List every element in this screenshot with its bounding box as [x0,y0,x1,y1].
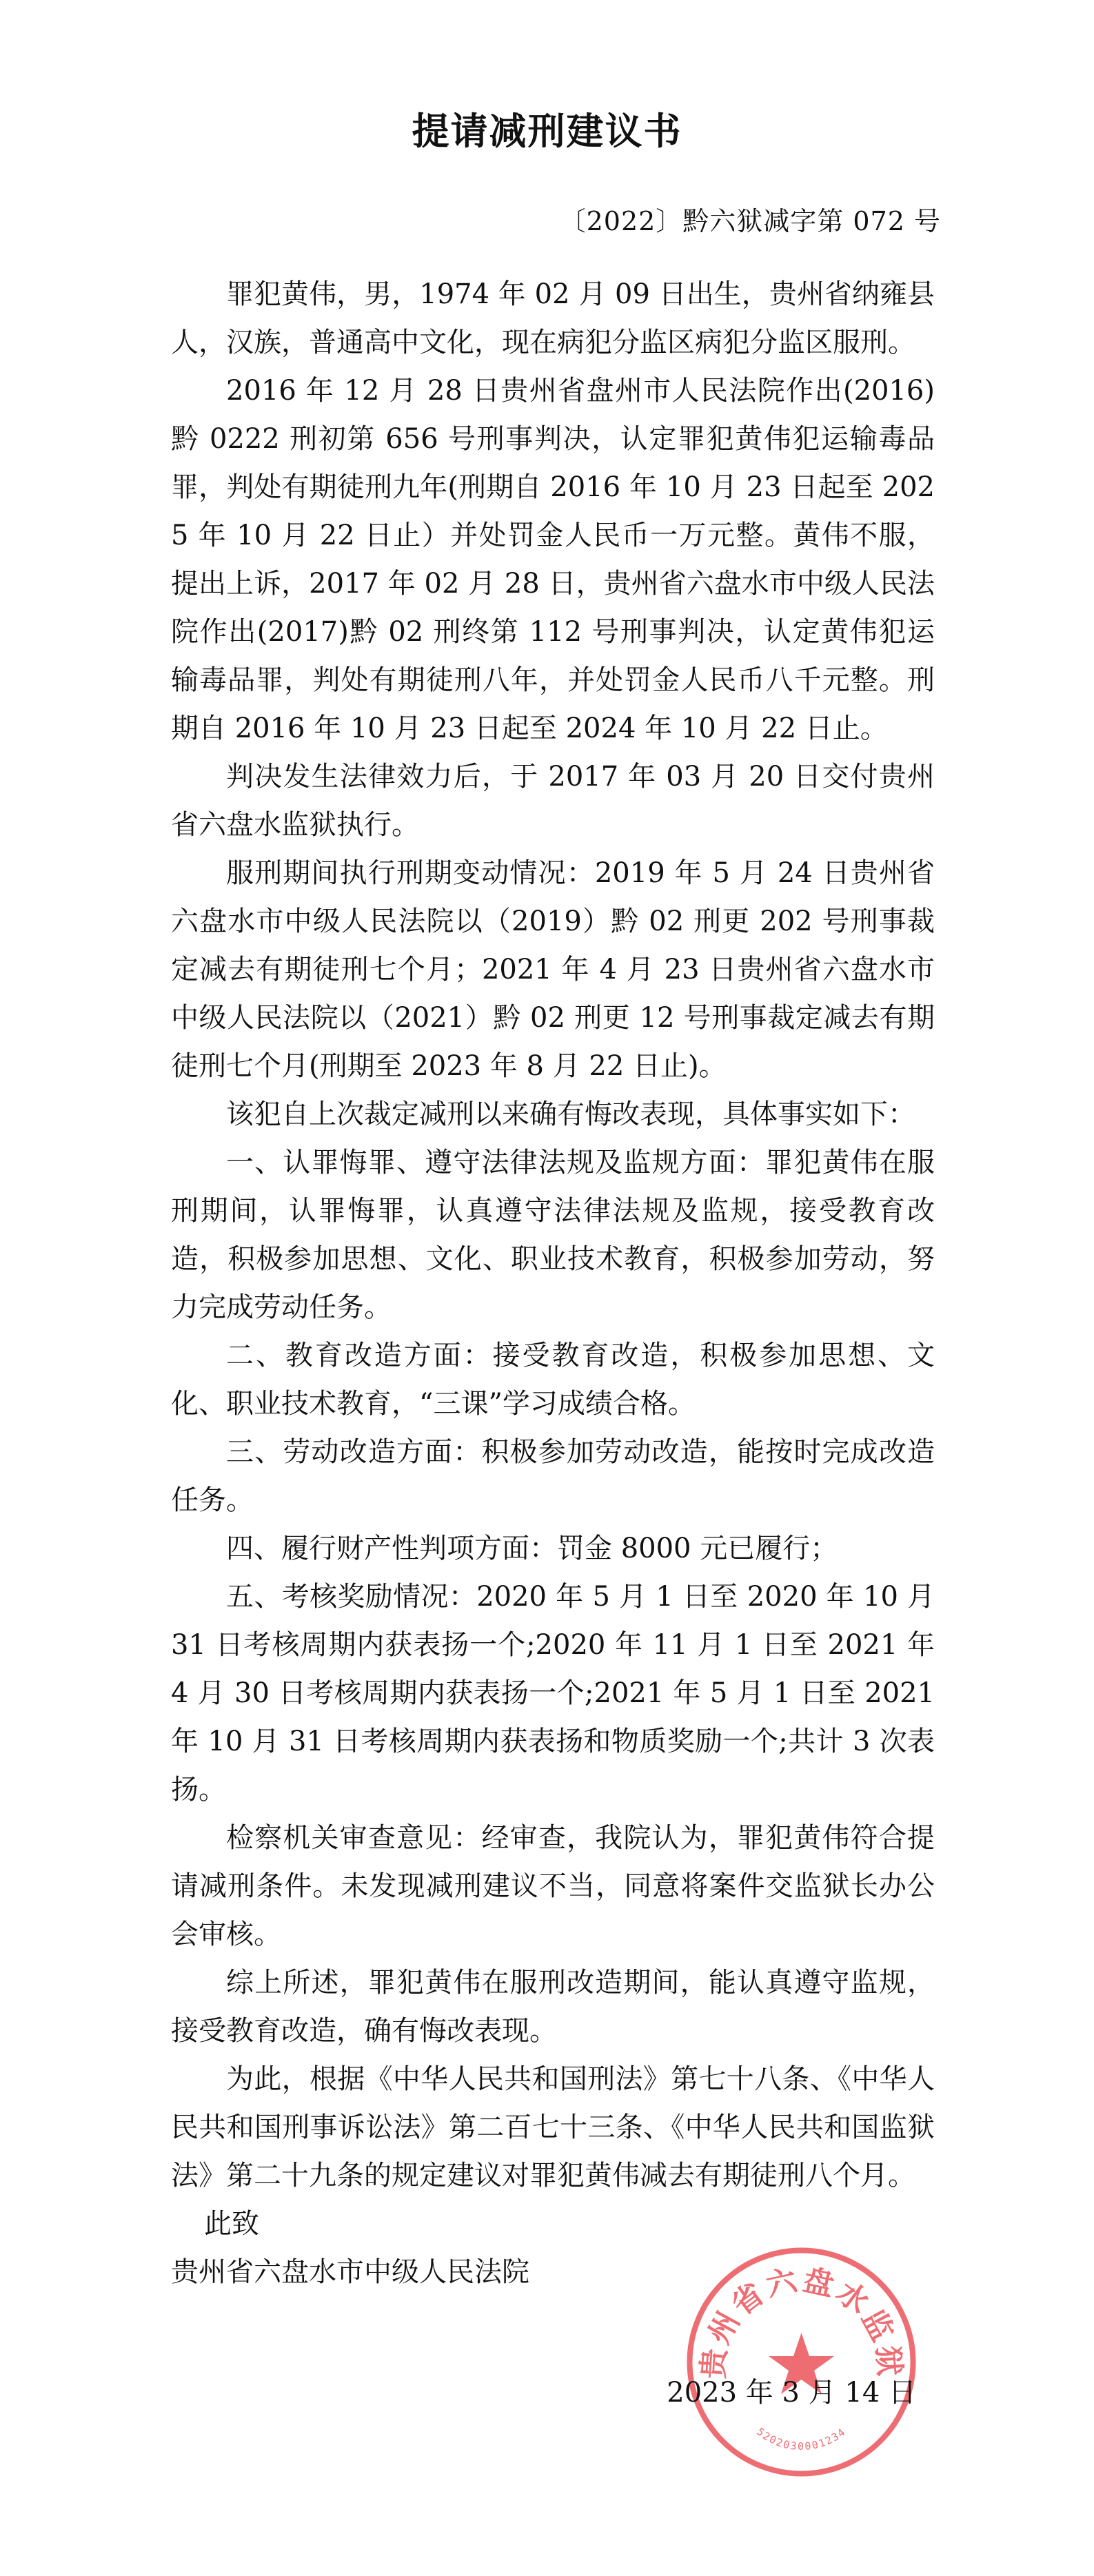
paragraph: 2016 年 12 月 28 日贵州省盘州市人民法院作出(2016)黔 0222 刑初第 656 号刑事判决，认定罪犯黄伟犯运输毒品罪，判处有期徒刑九年(刑期自 2016 年 10 月 23 日起至 2025 年 10 月 22 日止）并处罚金人民币一万元整。黄伟不服，提出上诉，2017 年 02 月 28 日，贵州省六盘水市中级人民法院作出(2017)黔 02 刑终第 112 号刑事判决，认定黄伟犯运输毒品罪，判处有期徒刑八年，并处罚金人民币八千元整。刑期自 2016 年 10 月 23 日起至 2024 年 10 月 22 日止。 [171,375,935,744]
closing-salutation: 此致 [204,2208,259,2240]
paragraph: 二、教育改造方面：接受教育改造，积极参加思想、文化、职业技术教育，“三课”学习成绩合格。 [171,1340,935,1420]
paragraph: 为此，根据《中华人民共和国刑法》第七十八条、《中华人民共和国刑事诉讼法》第二百七十三条、《中华人民共和国监狱法》第二十九条的规定建议对罪犯黄伟减去有期徒刑八个月。 [171,2063,935,2191]
recipient-court: 贵州省六盘水市中级人民法院 [171,2256,529,2288]
paragraph: 服刑期间执行刑期变动情况：2019 年 5 月 24 日贵州省六盘水市中级人民法院以（2019）黔 02 刑更 202 号刑事裁定减去有期徒刑七个月；2021 年 4 月 23 日贵州省六盘水市中级人民法院以（2021）黔 02 刑更 12 号刑事裁定减去有期徒刑七个月(刑期至 2023 年 8 月 22 日止)。 [171,857,935,1082]
paragraph: 三、劳动改造方面：积极参加劳动改造，能按时完成改造任务。 [171,1436,935,1516]
paragraph: 四、履行财产性判项方面：罚金 8000 元已履行； [226,1533,838,1564]
seal-serial-text: 5202030001234 [754,2425,849,2453]
svg-text:5202030001234 [754,2425,849,2453]
paragraph: 判决发生法律效力后，于 2017 年 03 月 20 日交付贵州省六盘水监狱执行。 [171,761,935,841]
official-seal [682,2243,920,2481]
document-date: 2023 年 3 月 14 日 [667,2377,916,2409]
paragraph: 一、认罪悔罪、遵守法律法规及监规方面：罪犯黄伟在服刑期间，认罪悔罪，认真遵守法律法规及监规，接受教育改造，积极参加思想、文化、职业技术教育，积极参加劳动，努力完成劳动任务。 [171,1147,935,1323]
paragraph: 五、考核奖励情况：2020 年 5 月 1 日至 2020 年 10 月 31 日考核周期内获表扬一个;2020 年 11 月 1 日至 2021 年 4 月 30 日考核周期内获表扬一个;2021 年 5 月 1 日至 2021 年 10 月 31 日考核周期内获表扬和物质奖励一个;共计 3 次表扬。 [171,1581,935,1806]
document-number: 〔2022〕黔六狱减字第 072 号 [559,206,941,236]
seal-stamp-icon [682,2243,920,2481]
paragraph: 综上所述，罪犯黄伟在服刑改造期间，能认真遵守监规，接受教育改造，确有悔改表现。 [171,1967,935,2047]
seal-name-text: 贵州省六盘水监狱 [696,2262,907,2380]
document-body [171,270,935,2296]
paragraph: 罪犯黄伟，男，1974 年 02 月 09 日出生，贵州省纳雍县人，汉族，普通高中文化，现在病犯分监区病犯分监区服刑。 [171,278,935,358]
paragraph: 检察机关审查意见：经审查，我院认为，罪犯黄伟符合提请减刑条件。未发现减刑建议不当，同意将案件交监狱长办公会审核。 [171,1822,935,1950]
paragraph: 该犯自上次裁定减刑以来确有悔改表现，具体事实如下： [226,1098,915,1130]
document-title: 提请减刑建议书 [412,110,682,153]
